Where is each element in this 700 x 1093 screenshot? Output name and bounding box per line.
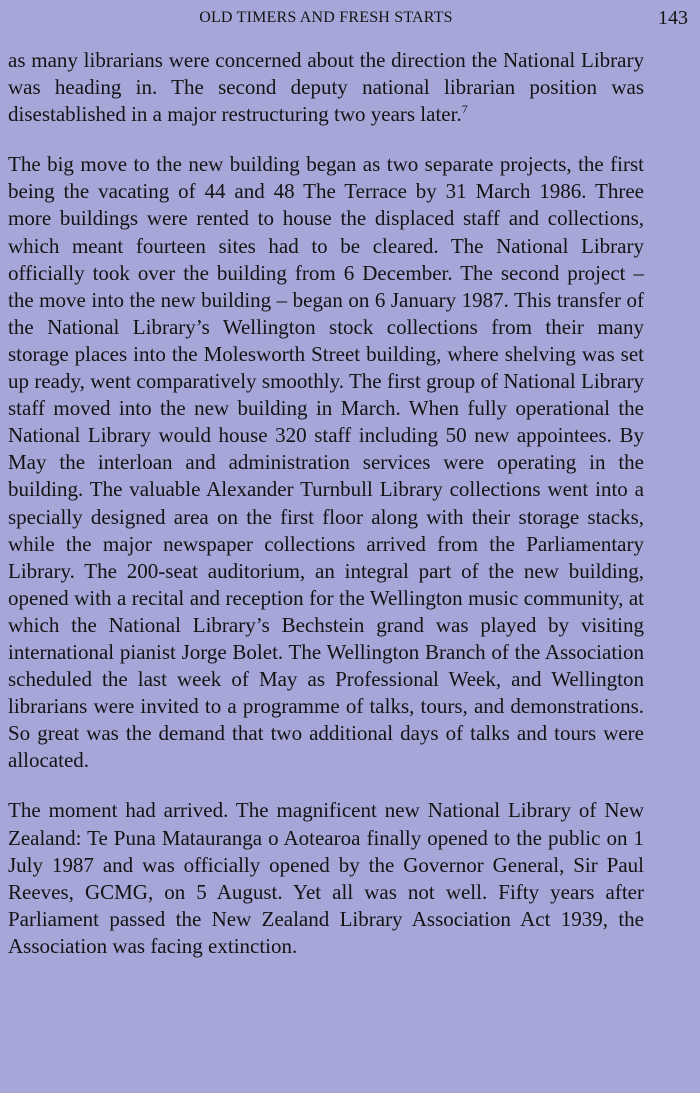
footnote-reference[interactable]: 7 (461, 102, 468, 117)
page-number: 143 (658, 7, 688, 29)
running-head: OLD TIMERS AND FRESH STARTS (199, 9, 453, 26)
paragraph-1 (8, 47, 644, 128)
paragraph-1-text: as many librarians were concerned about the direction the National Library was heading in. The second deputy national librarian position was disestablished in a major restructuring two years later. (8, 48, 644, 127)
paragraph-2: The big move to the new building began as two separate projects, the first being the vacating of 44 and 48 The Terrace by 31 March 1986. Three more buildings were rented to house the displaced staff and collections, which meant fourteen sites had to be cleared. The National Library officially took over the building from 6 December. The second project – the move into the new building – began on 6 January 1987. This transfer of the National Library’s Wellington stock collections from their many storage places into the Molesworth Street building, where shelving was set up ready, went comparatively smoothly. The first group of National Library staff moved into the new building in March. When fully operational the National Library would house 320 staff including 50 new appointees. By May the interloan and administration services were operating in the building. The valuable Alexander Turnbull Library collections went into a specially designed area on the first floor along with their storage stacks, while the major newspaper collections arrived from the Parliamentary Library. The 200-seat auditorium, an integral part of the new building, opened with a recital and reception for the Wellington music community, at which the National Library’s Bechstein grand was played by visiting international pianist Jorge Bolet. The Wellington Branch of the Association scheduled the last week of May as Professional Week, and Wellington librarians were invited to a programme of talks, tours, and demonstrations. So great was the demand that two additional days of talks and tours were allocated. (8, 152, 644, 773)
paragraph-3: The moment had arrived. The magnificent new National Library of New Zealand: Te Puna Matauranga o Aotearoa finally opened to the public on 1 July 1987 and was officially opened by the Governor General, Sir Paul Reeves, GCMG, on 5 August. Yet all was not well. Fifty years after Parliament passed the New Zealand Library Association Act 1939, the Association was facing extinction. (8, 798, 644, 958)
body-text (8, 47, 644, 960)
